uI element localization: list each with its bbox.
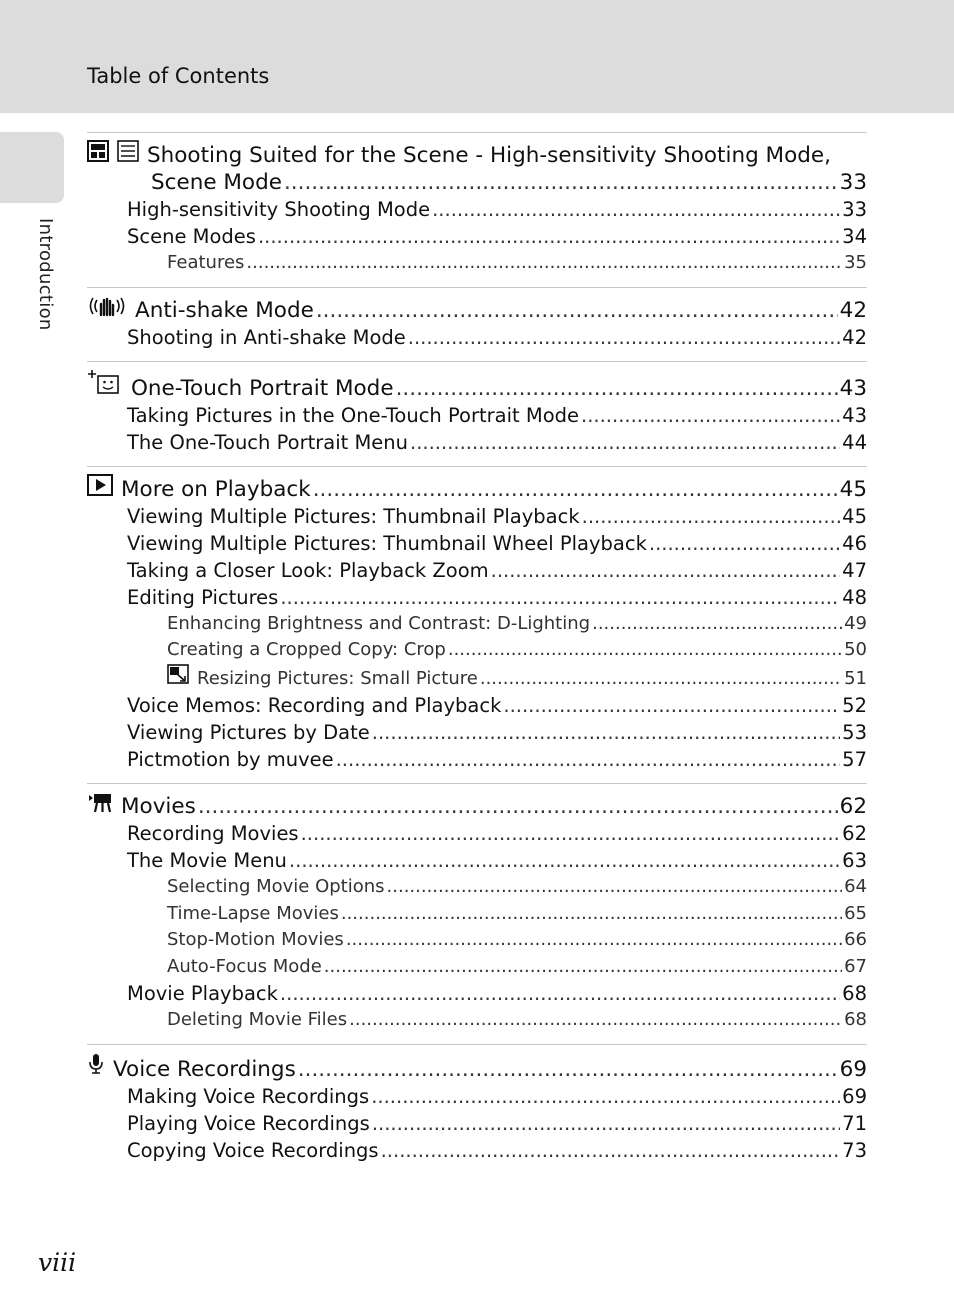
entry-page-number: 50 xyxy=(844,639,867,660)
playback-icon xyxy=(87,474,113,496)
chapter-title-line1: Shooting Suited for the Scene - High-sensitivity Shooting Mode, xyxy=(147,143,831,168)
toc-section xyxy=(87,361,867,466)
entry-page-number: 52 xyxy=(842,694,867,717)
scene-mode-icon xyxy=(117,140,139,162)
table-of-contents xyxy=(87,132,867,1174)
entry-label: Movie Playback xyxy=(127,982,278,1005)
entry-label: Deleting Movie Files xyxy=(167,1009,348,1030)
entry-page-number: 69 xyxy=(842,1084,867,1108)
chapter-heading[interactable] xyxy=(87,140,867,169)
toc-entry[interactable] xyxy=(87,223,867,250)
leader-dots xyxy=(280,584,840,611)
leader-dots xyxy=(301,820,841,847)
chapter-page-number: 42 xyxy=(839,297,867,323)
entry-label: Features xyxy=(167,252,245,273)
chapter-tab-label-wrap xyxy=(26,218,66,358)
toc-entry[interactable] xyxy=(87,1110,867,1137)
leader-dots xyxy=(372,1110,840,1137)
leader-dots xyxy=(324,954,842,981)
page-header-title: Table of Contents xyxy=(87,64,270,88)
toc-entry[interactable] xyxy=(87,847,867,874)
entry-label: Pictmotion by muvee xyxy=(127,748,334,771)
toc-subentry[interactable] xyxy=(87,901,867,928)
chapter-heading[interactable] xyxy=(87,295,867,324)
leader-dots xyxy=(381,1137,841,1164)
chapter-heading-continued[interactable] xyxy=(87,169,867,196)
entry-label: Time-Lapse Movies xyxy=(167,902,339,924)
toc-entry[interactable] xyxy=(87,324,867,351)
leader-dots xyxy=(298,1056,838,1083)
toc-subentry[interactable] xyxy=(87,1007,867,1034)
entry-label: Making Voice Recordings xyxy=(127,1084,370,1108)
toc-entry[interactable] xyxy=(87,429,867,456)
entry-label: Scene Mode xyxy=(151,170,282,195)
leader-dots xyxy=(480,666,842,693)
toc-subentry[interactable] xyxy=(87,874,867,901)
entry-page-number: 46 xyxy=(842,531,867,555)
chapter-heading[interactable] xyxy=(87,1052,867,1083)
entry-label: Playing Voice Recordings xyxy=(127,1111,370,1135)
entry-label: Editing Pictures xyxy=(127,585,279,609)
toc-subentry[interactable] xyxy=(87,611,867,638)
leader-dots xyxy=(289,847,840,874)
toc-entry[interactable] xyxy=(87,719,867,746)
high-sensitivity-mode-icon xyxy=(87,140,109,162)
entry-label: Stop-Motion Movies xyxy=(167,929,344,950)
leader-dots xyxy=(316,297,838,324)
anti-shake-icon xyxy=(87,295,127,317)
leader-dots xyxy=(592,611,842,638)
entry-page-number: 67 xyxy=(844,955,867,977)
toc-subentry[interactable] xyxy=(87,637,867,664)
leader-dots xyxy=(346,927,842,954)
toc-entry[interactable] xyxy=(87,402,867,429)
entry-page-number: 65 xyxy=(844,902,867,924)
entry-page-number: 48 xyxy=(842,585,867,609)
entry-label: Resizing Pictures: Small Picture xyxy=(197,667,478,689)
entry-label: Taking Pictures in the One-Touch Portrait Mode xyxy=(127,403,580,427)
entry-page-number: 35 xyxy=(844,252,867,273)
chapter-heading[interactable] xyxy=(87,474,867,503)
entry-label: Creating a Cropped Copy: Crop xyxy=(167,639,446,660)
leader-dots xyxy=(284,169,838,196)
entry-page-number: 53 xyxy=(842,721,867,744)
leader-dots xyxy=(387,874,843,901)
entry-page-number: 71 xyxy=(842,1111,867,1135)
leader-dots xyxy=(396,375,838,402)
toc-entry[interactable] xyxy=(87,980,867,1007)
chapter-title: Movies xyxy=(121,794,196,819)
entry-page-number: 42 xyxy=(842,325,867,349)
entry-page-number: 34 xyxy=(842,225,867,248)
toc-entry[interactable] xyxy=(87,692,867,719)
chapter-page-number: 43 xyxy=(839,375,867,401)
leader-dots xyxy=(246,250,842,277)
toc-section xyxy=(87,132,867,287)
chapter-title: More on Playback xyxy=(121,476,311,502)
toc-subentry[interactable] xyxy=(87,664,867,693)
entry-page-number: 57 xyxy=(842,748,867,771)
page-header xyxy=(0,0,954,113)
leader-dots xyxy=(198,793,838,820)
entry-page-number: 51 xyxy=(844,667,867,689)
entry-label: Shooting in Anti-shake Mode xyxy=(127,325,406,349)
entry-page-number: 33 xyxy=(842,198,867,221)
toc-entry[interactable] xyxy=(87,530,867,557)
entry-page-number: 68 xyxy=(842,982,867,1005)
leader-dots xyxy=(313,476,838,503)
entry-page-number: 44 xyxy=(842,430,867,454)
portrait-mode-icon xyxy=(87,369,123,395)
toc-section xyxy=(87,783,867,1044)
toc-subentry[interactable] xyxy=(87,250,867,277)
entry-page-number: 33 xyxy=(839,170,867,195)
entry-page-number: 68 xyxy=(844,1009,867,1030)
entry-page-number: 64 xyxy=(844,876,867,897)
chapter-tab-label: Introduction xyxy=(35,218,56,331)
entry-label: Viewing Pictures by Date xyxy=(127,721,370,744)
toc-section xyxy=(87,287,867,361)
entry-label: The One-Touch Portrait Menu xyxy=(127,430,409,454)
chapter-title: Anti-shake Mode xyxy=(135,297,314,323)
entry-label: The Movie Menu xyxy=(127,849,287,872)
microphone-icon xyxy=(87,1052,105,1076)
chapter-heading[interactable] xyxy=(87,791,867,820)
chapter-page-number: 62 xyxy=(839,794,867,819)
chapter-page-number: 69 xyxy=(839,1056,867,1082)
leader-dots xyxy=(491,557,841,584)
entry-page-number: 49 xyxy=(844,612,867,634)
leader-dots xyxy=(349,1007,842,1034)
leader-dots xyxy=(371,1083,840,1110)
toc-entry[interactable] xyxy=(87,1137,867,1164)
toc-entry[interactable] xyxy=(87,1083,867,1110)
leader-dots xyxy=(649,530,840,557)
leader-dots xyxy=(372,719,840,746)
toc-section xyxy=(87,466,867,784)
toc-subentry[interactable] xyxy=(87,954,867,981)
entry-label: Taking a Closer Look: Playback Zoom xyxy=(127,558,489,582)
toc-subentry[interactable] xyxy=(87,927,867,954)
chapter-tab xyxy=(0,132,64,203)
toc-entry[interactable] xyxy=(87,557,867,584)
entry-label: Selecting Movie Options xyxy=(167,876,385,897)
entry-label: Enhancing Brightness and Contrast: D-Lighting xyxy=(167,612,591,634)
leader-dots xyxy=(582,503,841,530)
entry-page-number: 43 xyxy=(842,403,867,427)
entry-label: Viewing Multiple Pictures: Thumbnail Wheel Playback xyxy=(127,531,647,555)
chapter-title: Voice Recordings xyxy=(113,1056,296,1082)
leader-dots xyxy=(336,746,841,773)
leader-dots xyxy=(503,692,840,719)
leader-dots xyxy=(341,901,842,928)
leader-dots xyxy=(448,637,842,664)
toc-section xyxy=(87,1044,867,1174)
entry-page-number: 47 xyxy=(842,558,867,582)
entry-page-number: 62 xyxy=(842,822,867,845)
leader-dots xyxy=(280,980,840,1007)
toc-entry[interactable] xyxy=(87,503,867,530)
leader-dots xyxy=(408,324,840,351)
chapter-heading[interactable] xyxy=(87,369,867,402)
small-picture-icon xyxy=(167,664,189,684)
entry-page-number: 63 xyxy=(842,849,867,872)
chapter-title: One-Touch Portrait Mode xyxy=(131,375,394,401)
leader-dots xyxy=(258,223,840,250)
page-number: viii xyxy=(38,1248,77,1277)
entry-page-number: 66 xyxy=(844,929,867,950)
movie-icon xyxy=(87,791,113,813)
entry-page-number: 73 xyxy=(842,1138,867,1162)
toc-entry[interactable] xyxy=(87,820,867,847)
entry-label: Auto-Focus Mode xyxy=(167,955,322,977)
toc-entry[interactable] xyxy=(87,196,867,223)
leader-dots xyxy=(581,402,840,429)
entry-label: Copying Voice Recordings xyxy=(127,1138,379,1162)
entry-label: Recording Movies xyxy=(127,822,299,845)
entry-label: Scene Modes xyxy=(127,225,256,248)
toc-entry[interactable] xyxy=(87,584,867,611)
entry-label: Voice Memos: Recording and Playback xyxy=(127,694,502,717)
leader-dots xyxy=(432,196,840,223)
entry-label: Viewing Multiple Pictures: Thumbnail Playback xyxy=(127,504,580,528)
leader-dots xyxy=(410,429,840,456)
chapter-page-number: 45 xyxy=(839,476,867,502)
entry-page-number: 45 xyxy=(842,504,867,528)
toc-entry[interactable] xyxy=(87,746,867,773)
entry-label: High-sensitivity Shooting Mode xyxy=(127,198,431,221)
